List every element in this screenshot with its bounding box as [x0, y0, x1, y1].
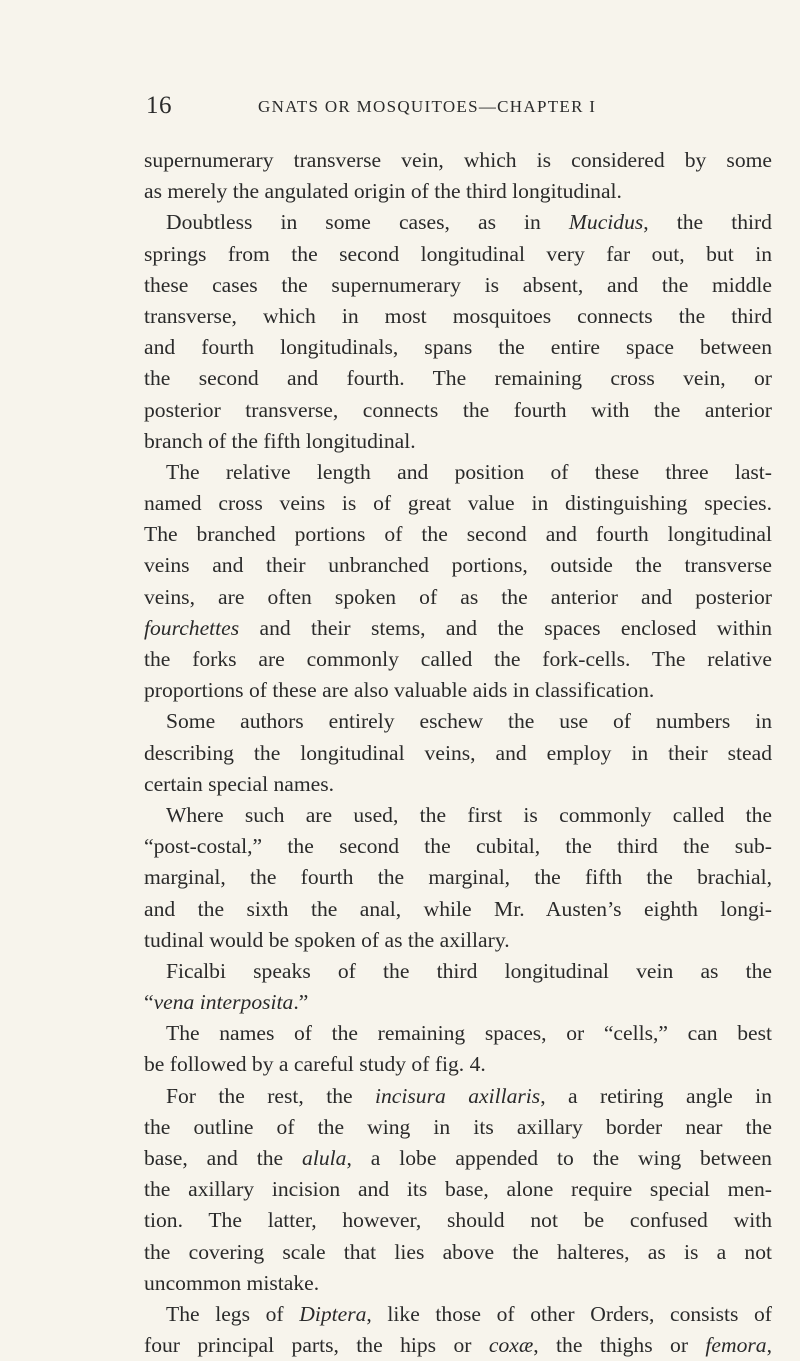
text-line: [144, 613, 772, 644]
text-line: [144, 207, 772, 238]
text-line: [144, 706, 772, 737]
text-line: [144, 176, 772, 207]
text-line: [144, 550, 772, 581]
text-run: Some authors entirely eschew the use of numbers in: [166, 709, 772, 734]
text-line: [144, 395, 772, 426]
running-head: GNATS OR MOSQUITOES—CHAPTER I: [258, 97, 597, 116]
text-run: the covering scale that lies above the halteres, as is a not: [144, 1239, 772, 1264]
text-run: For the rest, the: [166, 1083, 376, 1108]
text-line: [144, 675, 772, 706]
text-line: [144, 800, 772, 831]
text-run: marginal, the fourth the marginal, the fifth the brachial,: [144, 865, 772, 890]
text-line: [144, 1143, 772, 1174]
text-run: veins, are often spoken of as the anterior and posterior: [144, 584, 772, 609]
italic-term: vena interposita: [153, 990, 294, 1015]
text-run: The branched portions of the second and fourth longitudinal: [144, 522, 772, 547]
text-run: and fourth longitudinals, spans the entire space between: [144, 335, 772, 360]
text-run: , like those of other Orders, consists of: [366, 1301, 772, 1326]
text-run: four principal parts, the hips or: [144, 1333, 489, 1358]
text-run: “post-costal,” the second the cubital, the third the sub-: [144, 834, 772, 859]
text-line: [144, 987, 772, 1018]
text-line: [144, 1205, 772, 1236]
italic-term: alula: [302, 1146, 347, 1170]
text-run: , the third: [643, 210, 772, 235]
text-run: Ficalbi speaks of the third longitudinal vein as the: [166, 958, 772, 983]
text-line: [144, 1299, 772, 1330]
text-run: the axillary incision and its base, alone require special men-: [144, 1177, 772, 1202]
page-number: 16: [146, 92, 172, 119]
text-line: [144, 1237, 772, 1268]
italic-term: coxæ: [488, 1333, 534, 1358]
text-run: posterior transverse, connects the fourth with the anterior: [144, 397, 772, 422]
text-run: “: [144, 990, 154, 1015]
text-line: [144, 831, 772, 862]
text-run: base, and the: [144, 1146, 303, 1170]
text-run: branch of the fifth longitudinal.: [144, 428, 416, 453]
text-line: [144, 644, 772, 675]
text-line: [144, 457, 772, 488]
text-run: the forks are commonly called the fork-cells. The relative: [144, 647, 772, 671]
text-run: named cross veins is of great value in distinguishing species.: [144, 491, 772, 516]
text-line: [144, 862, 772, 893]
text-line: [144, 738, 772, 769]
text-run: the outline of the wing in its axillary border near the: [144, 1114, 772, 1139]
text-line: [144, 145, 772, 176]
text-run: springs from the second longitudinal very far out, but in: [144, 241, 772, 266]
text-run: The relative length and position of these three last-: [166, 459, 772, 484]
text-line: [144, 426, 772, 457]
text-line: [144, 925, 772, 956]
italic-term: femora: [705, 1333, 767, 1358]
text-run: certain special names.: [144, 771, 335, 796]
text-line: [144, 769, 772, 800]
body-text: [144, 145, 772, 1361]
text-line: [144, 1174, 772, 1205]
text-run: , a retiring angle in: [540, 1083, 772, 1108]
text-run: The names of the remaining spaces, or “cells,” can best: [166, 1021, 772, 1046]
text-run: veins and their unbranched portions, outside the transverse: [144, 553, 772, 578]
text-run: be followed by a careful study of fig. 4.: [144, 1052, 486, 1077]
text-run: ,: [766, 1333, 773, 1358]
italic-term: Mucidus: [568, 210, 644, 235]
text-run: Doubtless in some cases, as in: [166, 210, 569, 235]
text-line: [144, 956, 772, 987]
text-line: [144, 519, 772, 550]
text-line: [144, 894, 772, 925]
italic-term: Diptera: [299, 1301, 367, 1326]
text-line: [144, 488, 772, 519]
text-run: tion. The latter, however, should not be confused with: [144, 1208, 772, 1233]
text-run: The legs of: [166, 1301, 300, 1326]
text-line: [144, 239, 772, 270]
text-run: these cases the supernumerary is absent, and the middle: [144, 272, 772, 297]
text-run: and the sixth the anal, while Mr. Austen’s eighth longi-: [144, 896, 772, 921]
text-line: [144, 301, 772, 332]
text-line: [144, 1268, 772, 1299]
text-line: [144, 270, 772, 301]
text-run: and their stems, and the spaces enclosed within: [239, 615, 772, 640]
text-run: .”: [293, 990, 309, 1015]
text-run: the second and fourth. The remaining cross vein, or: [144, 366, 772, 391]
italic-term: fourchettes: [144, 615, 240, 640]
page-header: [0, 92, 800, 132]
text-line: [144, 1081, 772, 1112]
text-line: [144, 1330, 772, 1361]
text-line: [144, 582, 772, 613]
text-line: [144, 1049, 772, 1080]
text-run: as merely the angulated origin of the third longitudinal.: [144, 179, 622, 204]
text-line: [144, 332, 772, 363]
text-run: , a lobe appended to the wing between: [346, 1146, 772, 1170]
text-run: uncommon mistake.: [144, 1270, 320, 1295]
italic-term: incisura axillaris: [375, 1083, 541, 1108]
text-line: [144, 363, 772, 394]
text-run: proportions of these are also valuable aids in classification.: [144, 678, 655, 703]
text-run: describing the longitudinal veins, and employ in their stead: [144, 740, 772, 765]
text-run: Where such are used, the first is commonly called the: [166, 802, 772, 827]
text-line: [144, 1112, 772, 1143]
text-run: transverse, which in most mosquitoes connects the third: [144, 303, 772, 328]
text-run: supernumerary transverse vein, which is considered by some: [144, 148, 772, 172]
text-run: , the thighs or: [533, 1333, 706, 1358]
text-line: [144, 1018, 772, 1049]
text-run: tudinal would be spoken of as the axillary.: [144, 927, 510, 952]
